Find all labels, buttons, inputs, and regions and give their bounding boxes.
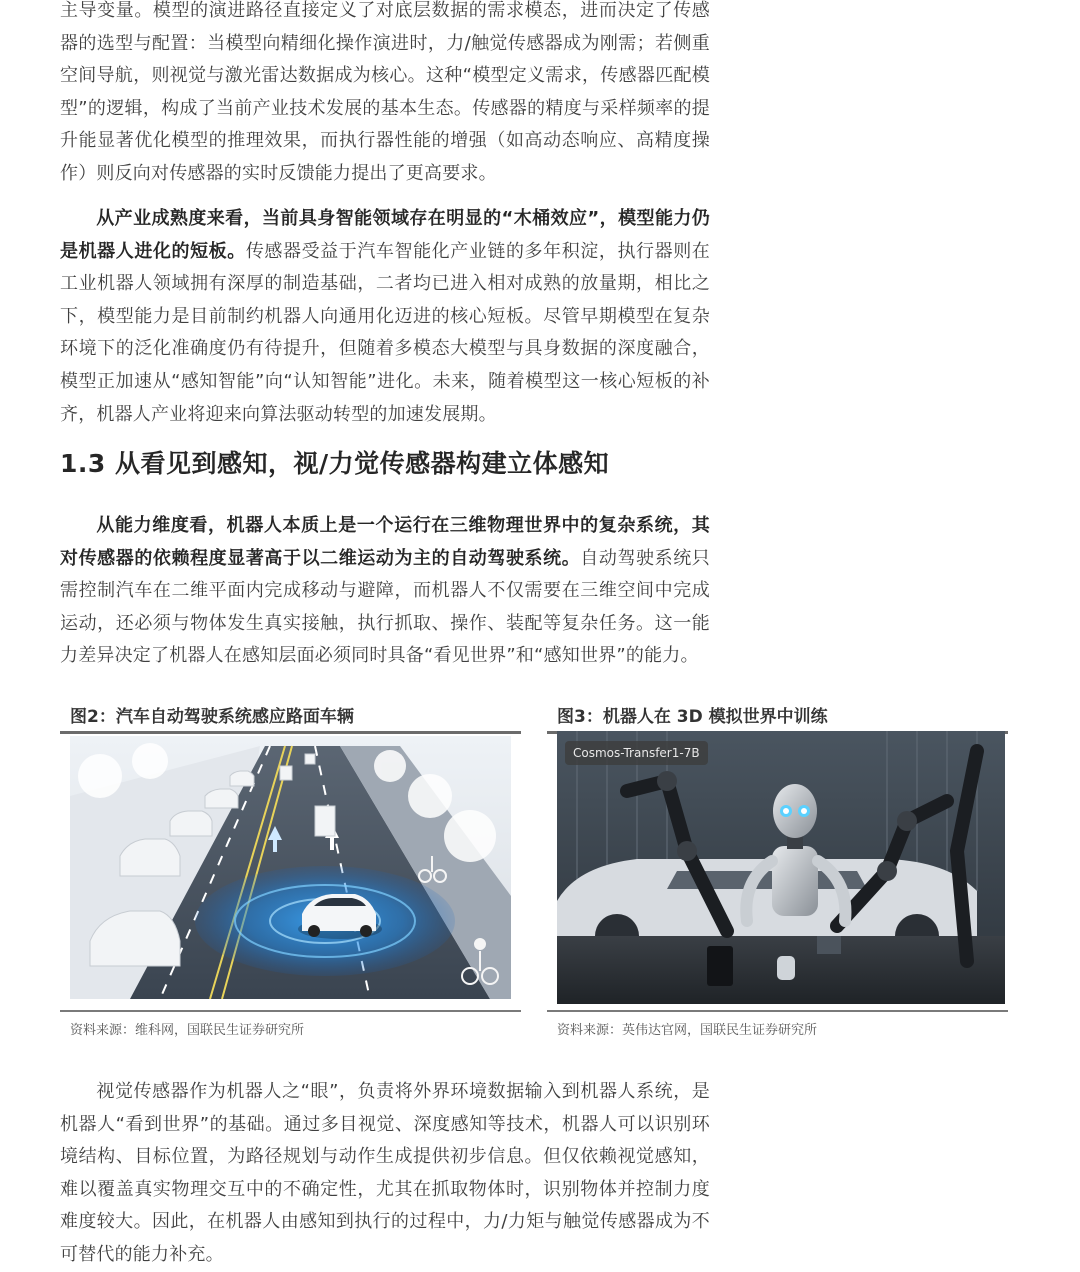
para5-text: 视觉传感器作为机器人之“眼”，负责将外界环境数据输入到机器人系统，是机器人“看到世界”的基础。通过多目视觉、深度感知等技术，机器人可以识别环境结构、目标位置，为路径规划与动作生成提供初步信息。但仅依赖视觉感知，难以覆盖真实物理交互中的不确定性，尤其在抓取物体时，识别物体并控制力度难度较大。因此，在机器人由感知到执行的过程中，力/力矩与触觉传感器成为不可替代的能力补充。 [60,1081,710,1265]
para4-bold-lead: 从能力维度看，机器人本质上是一个运行在三维物理世界中的复杂系统，其对传感器的依赖程度显著高于以二维运动为主的自动驾驶系统。 [60,515,710,569]
robot-training-illustration [557,731,1005,1004]
figure2-bottom-rule [60,1010,521,1012]
paragraph-model-drives-sensors [60,0,710,191]
figure3-title: 图3：机器人在 3D 模拟世界中训练 [547,702,1008,734]
autonomous-driving-illustration [70,736,511,999]
figure3-source: 资料来源：英伟达官网，国联民生证券研究所 [557,1023,818,1038]
para1-text: 主导变量。模型的演进路径直接定义了对底层数据的需求模态，进而决定了传感器的选型与配置：当模型向精细化操作演进时，力/触觉传感器成为刚需；若侧重空间导航，则视觉与激光雷达数据成为核心。这种“模型定义需求，传感器匹配模型”的逻辑，构成了当前产业技术发展的基本生态。传感器的精度与采样频率的提升能显著优化模型的推理效果，而执行器性能的增强（如高动态响应、高精度操作）则反向对传感器的实时反馈能力提出了更高要求。 [60,0,710,184]
figure3-image [557,731,1005,1004]
para4-text: 自动驾驶系统只需控制汽车在二维平面内完成移动与避障，而机器人不仅需要在三维空间中完成运动，还必须与物体发生真实接触，执行抓取、操作、装配等复杂任务。这一能力差异决定了机器人在感知层面必须同时具备“看见世界”和“感知世界”的能力。 [60,547,710,667]
paragraph-industry-maturity [60,203,710,431]
figure2-title: 图2：汽车自动驾驶系统感应路面车辆 [60,702,521,734]
para2-text: 传感器受益于汽车智能化产业链的多年积淀，执行器则在工业机器人领域拥有深厚的制造基础，二者均已进入相对成熟的放量期，相比之下，模型能力是目前制约机器人向通用化迈进的核心短板。尽管早期模型在复杂环境下的泛化准确度仍有待提升，但随着多模态大模型与具身数据的深度融合，模型正加速从“感知智能”向“认知智能”进化。未来，随着模型这一核心短板的补齐，机器人产业将迎来向算法驱动转型的加速发展期。 [60,240,711,425]
figure2-image [70,736,511,999]
paragraph-capability-dimension [60,510,710,673]
paragraph-visual-sensors [60,1076,710,1272]
para2-bold-lead: 从产业成熟度来看，当前具身智能领域存在明显的“木桶效应”，模型能力仍是机器人进化的短板。 [60,208,710,262]
figure2-source: 资料来源：维科网，国联民生证券研究所 [70,1023,305,1038]
figure3-bottom-rule [547,1010,1008,1012]
model-badge: Cosmos-Transfer1-7B [565,741,708,765]
section-heading: 1.3 从看见到感知，视/力觉传感器构建立体感知 [60,449,610,478]
